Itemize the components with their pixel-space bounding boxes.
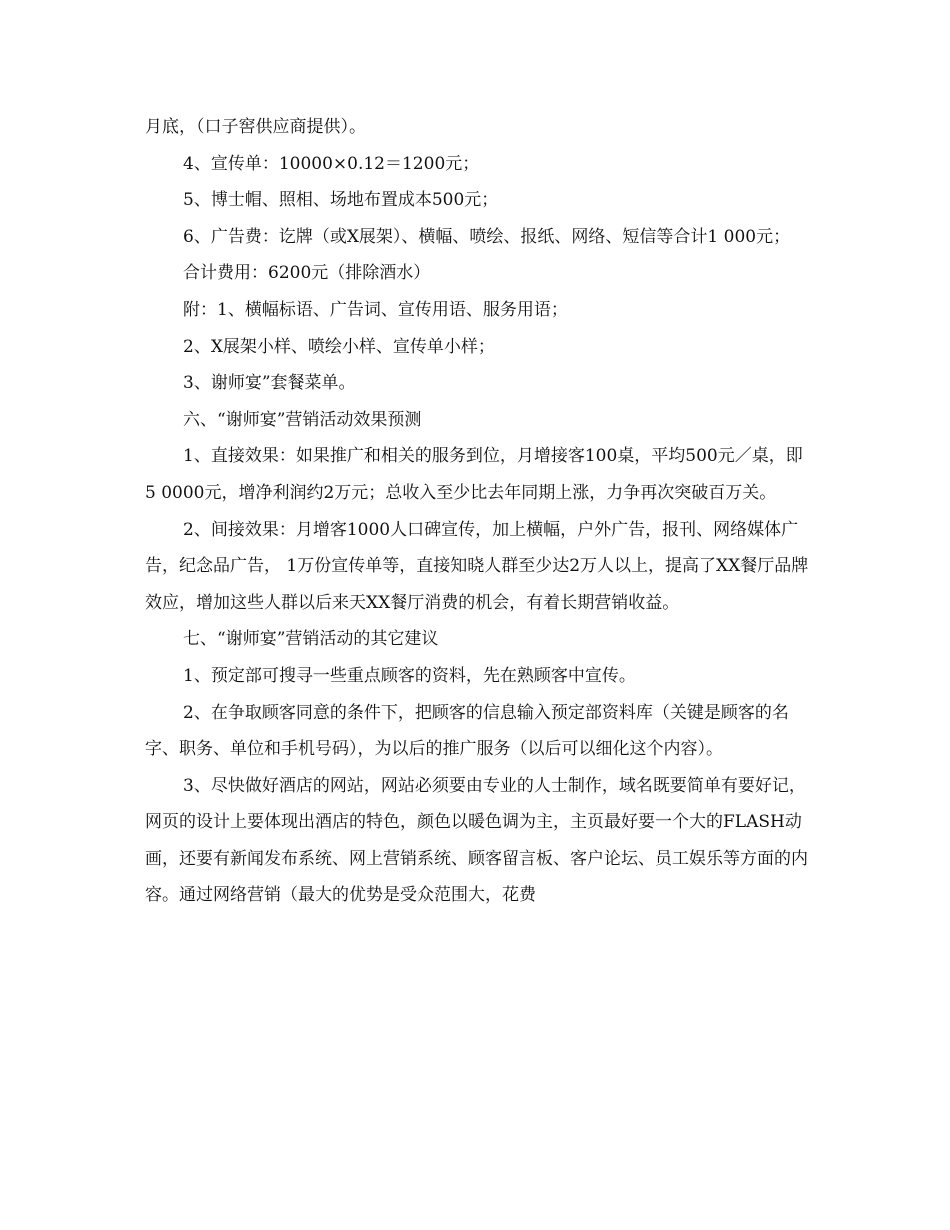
- paragraph: 3、谢师宴”套餐菜单。: [183, 373, 356, 394]
- paragraph: 6、广告费：讫牌（或X展架）、横幅、喷绘、报纸、网络、短信等合计1 000元；: [183, 226, 791, 247]
- paragraph: 合计费用：6200元（排除酒水）: [183, 263, 431, 284]
- paragraph: 5、博士帽、照相、场地布置成本500元；: [183, 190, 499, 211]
- section-heading: 六、“谢师宴”营销活动效果预测: [183, 409, 422, 430]
- paragraph: 3、尽快做好酒店的网站，网站必须要由专业的人士制作，域名既要简单有要好记，网页的设计上要体现出酒店的特色，颜色以暖色调为主，主页最好要一个大的FLASH动画，还要有新闻发布系统、网上营销系统、顾客留言板、客户论坛、员工娱乐等方面的内容。通过网络营销（最大的优势是受众范围大，花费: [145, 775, 808, 906]
- paragraph: 1、预定部可搜寻一些重点顾客的资料，先在熟顾客中宣传。: [183, 665, 636, 686]
- paragraph: 月底，（口子窖供应商提供）。: [145, 117, 366, 137]
- paragraph: 2、间接效果：月增客1000人口碑宣传，加上横幅，户外广告，报刊、网络媒体广告，纪念品广告， 1万份宣传单等，直接知晓人群至少达2万人以上，提高了XX餐厅品牌效应，增加这些人群以后来天XX餐厅消费的机会，有着长期营销收益。: [145, 519, 809, 613]
- document-page: [145, 109, 810, 914]
- paragraph: 2、X展架小样、喷绘小样、宣传单小样；: [183, 336, 495, 357]
- section-heading: 七、“谢师宴”营销活动的其它建议: [183, 629, 439, 650]
- paragraph: 2、在争取顾客同意的条件下，把顾客的信息输入预定部资料库（关键是顾客的名字、职务、单位和手机号码），为以后的推广服务（以后可以细化这个内容）。: [145, 702, 789, 760]
- paragraph: 4、宣传单：10000×0.12＝1200元；: [183, 153, 480, 174]
- paragraph: 1、直接效果：如果推广和相关的服务到位，月增接客100桌，平均500元／桌，即5 0000元，增净利润约2万元；总收入至少比去年同期上涨，力争再次突破百万关。: [145, 446, 803, 503]
- paragraph: 附：1、横幅标语、广告词、宣传用语、服务用语；: [183, 299, 568, 320]
